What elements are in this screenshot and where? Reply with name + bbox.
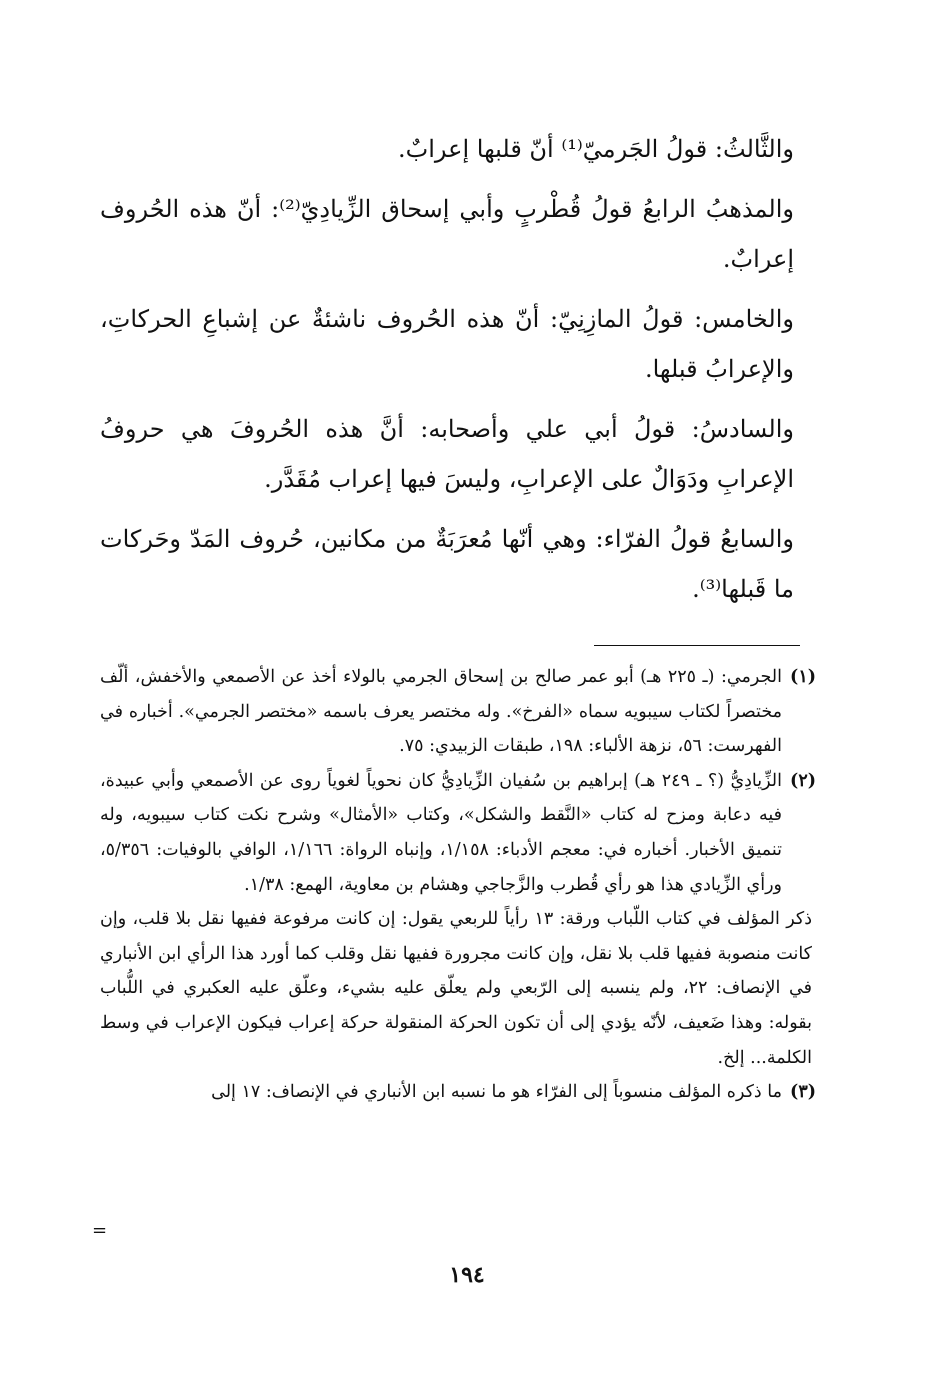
footnote-number: (١) xyxy=(790,667,816,687)
footnote-2 xyxy=(100,764,816,902)
continuation-mark: = xyxy=(92,1220,108,1241)
footnote-1 xyxy=(100,660,816,764)
paragraph-fourth-view: والمذهبُ الرابعُ قولُ قُطْربٍ وأبي إسحاق الزِّيادِيّ⁽²⁾: أنّ هذه الحُروف إعرابٌ. xyxy=(100,195,795,273)
page-number: ١٩٤ xyxy=(449,1262,485,1288)
footnote-3 xyxy=(100,1075,816,1110)
footnote-text: ما ذكره المؤلف منسوباً إلى الفرّاء هو ما نسبه ابن الأنباري في الإنصاف: ١٧ إلى xyxy=(211,1082,782,1103)
main-text xyxy=(100,124,794,624)
paragraph-seventh-view: والسابعُ قولُ الفرّاء: وهي أنّها مُعرَبَةٌ من مكانين، حُروف المَدّ وحَركات ما قَبلها⁽³⁾. xyxy=(100,525,794,603)
footnote-text: ذكر المؤلف في كتاب اللّباب ورقة: ١٣ رأياً للربعي يقول: إن كانت مرفوعة ففيها نقل بلا قلب، وإن كانت منصوبة ففيها قلب بلا نقل، وإن كانت مجرورة ففيها نقل وقلب كما أورد هذا الرأي ابن الأنباري في الإنصاف: ٢٢، ولم ينسبه إلى الرّبعي ولم يعلّق عليه بشيء، وعلّق عليه العكبري في اللُّباب بقوله: وهذا ضَعيف، لأنّه يؤدي إلى أن تكون الحركة المنقولة حركة إعراب فيكون الإعراب في وسط الكلمة... إلخ. xyxy=(100,909,813,1068)
paragraph-fifth-view: والخامس: قولُ المازِنِيّ: أنّ هذه الحُروف ناشئةٌ عن إشباعِ الحركاتِ، والإعرابُ قبلها. xyxy=(100,305,794,383)
footnote-number: (٣) xyxy=(790,1082,816,1103)
footnote-text: الزِّيادِيُّ (؟ ـ ٢٤٩ هـ) إبراهيم بن سُفيان الزِّيادِيُّ كان نحوياً لغوياً روى عن الأصمعي وأبي عبيدة، فيه دعابة ومزح له كتاب «النَّقط والشكل»، وكتاب «الأمثال» وشرح نكت كتاب سيبويه، وله تنميق الأخبار. أخباره في: معجم الأدباء: ١/١٥٨، وإنباه الرواة: ١/١٦٦، الوافي بالوفيات: ٥/٣٥٦، ورأي الزِّيادي هذا هو رأي قُطرب والزَّجاجي وهشام بن معاوية، الهمع: ١/٣٨. xyxy=(100,770,783,895)
footnote-2-addendum xyxy=(100,902,812,1075)
footnote-text: الجرمي: (ـ ٢٢٥ هـ) أبو عمر صالح بن إسحاق الجرمي بالولاء أخذ عن الأصمعي والأخفش، ألّف مختصراً لكتاب سيبويه سماه «الفرخ». وله مختصر يعرف باسمه «مختصر الجرمي». أخباره في الفهرست: ٥٦، نزهة الألباء: ١٩٨، طبقات الزبيدي: ٧٥. xyxy=(100,667,782,757)
footnote-number: (٢) xyxy=(790,770,816,791)
paragraph-third-view: والثَّالثُ: قولُ الجَرميّ⁽¹⁾ أنّ قلبها إعرابٌ. xyxy=(398,135,794,163)
footnote-separator xyxy=(594,645,800,646)
paragraph-sixth-view: والسادسُ: قولُ أبي علي وأصحابه: أنَّ هذه الحُروفَ هي حروفُ الإعرابِ ودَوَالٌ على الإعرابِ، وليسَ فيها إعراب مُقَدَّر. xyxy=(100,415,794,493)
footnotes xyxy=(100,660,816,1110)
